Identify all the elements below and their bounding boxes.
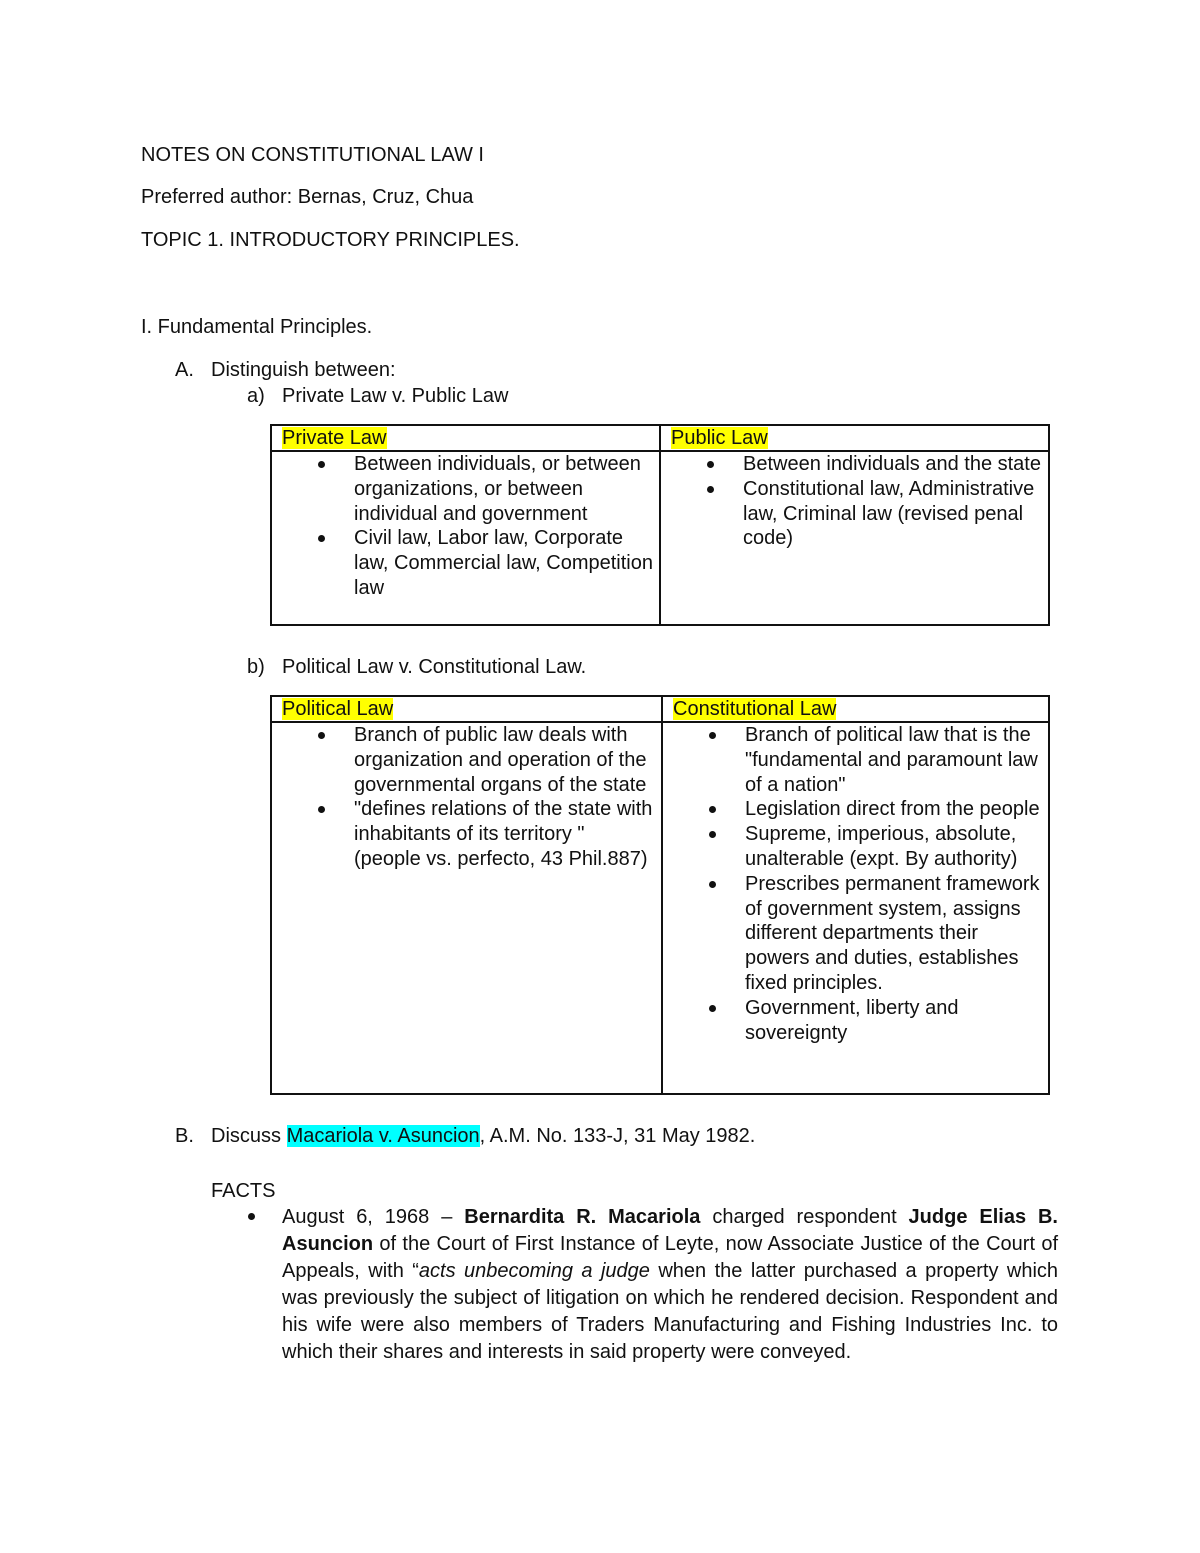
political-law-list [272,723,661,872]
case-name: Macariola v. Asuncion [286,1125,480,1147]
constitutional-law-list [663,723,1048,1045]
facts-bullet [248,1213,255,1220]
constitutional-law-header-cell [662,696,1049,722]
sub-a-marker: a) [247,385,265,407]
section-heading: I. Fundamental Principles. [141,316,373,338]
facts-paragraph [282,1204,1058,1366]
facts-text: of the Court of First Instance of Leyte, now Associate Justice of the Court of Appeals, with “ [282,1233,1058,1282]
constitutional-law-header: Constitutional Law [673,698,837,720]
item-b-suffix: , A.M. No. 133-J, 31 May 1982. [479,1125,756,1147]
private-law-header: Private Law [282,427,387,449]
list-item: Branch of political law that is the "fundamental and paramount law of a nation" [663,723,1048,797]
political-law-header-cell [271,696,662,722]
political-law-cell [271,722,662,1094]
document-title: NOTES ON CONSTITUTIONAL LAW I [141,144,484,166]
private-law-list [272,452,659,601]
list-item: Government, liberty and sovereignty [663,996,1048,1046]
list-item: Legislation direct from the people [663,797,1048,822]
private-public-table [270,424,1050,626]
facts-text: charged respondent [700,1206,909,1228]
topic-heading: TOPIC 1. INTRODUCTORY PRINCIPLES. [141,229,520,251]
list-item: Branch of public law deals with organization and operation of the governmental organs of the state [272,723,661,797]
item-a-label: Distinguish between: [211,359,396,381]
list-item: Between individuals and the state [661,452,1048,477]
sub-b-marker: b) [247,656,265,678]
list-item: Between individuals, or between organizations, or between individual and government [272,452,659,526]
item-a-marker: A. [175,359,194,381]
item-b-label [211,1124,755,1148]
item-b-marker: B. [175,1125,194,1147]
list-item: "defines relations of the state with inhabitants of its territory " (people vs. perfecto, 43 Phil.887) [272,797,661,871]
private-law-header-cell [271,425,660,451]
item-b-prefix: Discuss [211,1125,287,1147]
facts-heading: FACTS [211,1180,276,1202]
private-law-cell [271,451,660,625]
list-item: Constitutional law, Administrative law, Criminal law (revised penal code) [661,477,1048,551]
list-item: Civil law, Labor law, Corporate law, Commercial law, Competition law [272,526,659,600]
public-law-header-cell [660,425,1049,451]
public-law-cell [660,451,1049,625]
public-law-list [661,452,1048,551]
charge-phrase: acts unbecoming a judge [418,1260,650,1282]
political-law-header: Political Law [282,698,394,720]
constitutional-law-cell [662,722,1049,1094]
list-item: Prescribes permanent framework of government system, assigns different departments their powers and duties, establishes fixed principles. [663,872,1048,996]
sub-a-label: Private Law v. Public Law [282,385,509,407]
public-law-header: Public Law [671,427,768,449]
preferred-author: Preferred author: Bernas, Cruz, Chua [141,186,474,208]
complainant-name: Bernardita R. Macariola [464,1206,701,1228]
facts-date: August 6, 1968 – [282,1206,465,1228]
sub-b-label: Political Law v. Constitutional Law. [282,656,587,678]
respondent-name: Judge Elias B. Asuncion [282,1206,1058,1255]
list-item: Supreme, imperious, absolute, unalterable (expt. By authority) [663,822,1048,872]
political-constitutional-table [270,695,1050,1095]
facts-text: when the latter purchased a property which was previously the subject of litigation on which he rendered decision. Respondent and his wife were also members of Traders Manufacturing and Fishing Industries Inc. to which their shares and interests in said property were conveyed. [282,1260,1059,1363]
